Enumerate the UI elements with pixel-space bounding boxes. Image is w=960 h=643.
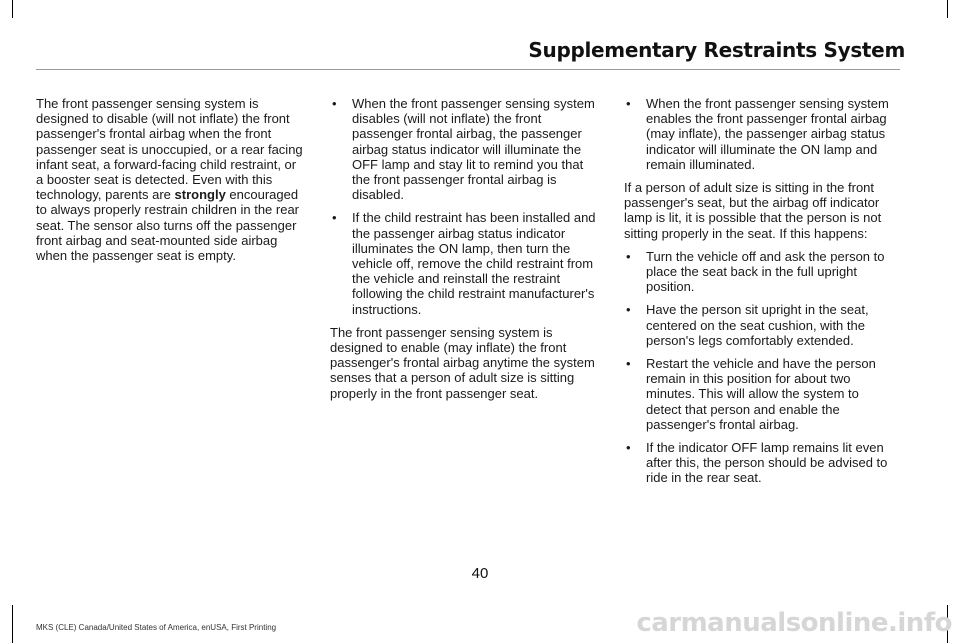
bullet-icon: •	[332, 96, 337, 111]
bullet-list	[624, 249, 896, 486]
list-item: • Have the person sit upright in the seat, centered on the seat cushion, with the person's legs comfortably extended.	[626, 302, 869, 348]
emphasis: strongly	[174, 187, 226, 203]
bullet-icon: •	[626, 248, 631, 264]
list-item: • If the indicator OFF lamp remains lit even after this, the person should be advised to ride in the rear seat.	[626, 440, 888, 486]
bullet-icon: •	[626, 96, 631, 111]
column-1	[36, 96, 306, 271]
list-item: • Turn the vehicle off and ask the person to place the seat back in the full upright position.	[626, 248, 885, 295]
bullet-list	[624, 96, 896, 172]
crop-mark-bottom-left-v	[12, 605, 13, 643]
bullet-icon: •	[626, 356, 631, 372]
crop-mark-top-right-v	[947, 0, 948, 18]
list-item: • Restart the vehicle and have the person remain in this position for about two minutes. This will allow the system to detect that person and enable the passenger's frontal airbag.	[626, 356, 876, 432]
list-item: • When the front passenger sensing system enables the front passenger frontal airbag (may inflate), the passenger airbag status indicator will illuminate the ON lamp and remain illuminated.	[626, 96, 889, 172]
column-3	[624, 96, 896, 494]
bullet-icon: •	[626, 440, 631, 456]
footer-edition: MKS (CLE) Canada/United States of America, enUSA, First Printing	[36, 623, 277, 632]
list-item: • When the front passenger sensing system disables (will not inflate) the front passenger frontal airbag, the passenger airbag status indicator will illuminate the OFF lamp and stay lit to remind you that the front passenger frontal airbag is disabled.	[332, 96, 595, 203]
list-item: • If the child restraint has been installed and the passenger airbag status indicator illuminates the ON lamp, then turn the vehicle off, remove the child restraint from the vehicle and reinstall the restraint following the child restraint manufacturer's instructions.	[332, 210, 596, 317]
page-title: Supplementary Restraints System	[528, 38, 905, 62]
paragraph: If a person of adult size is sitting in the front passenger's seat, but the airbag off indicator lamp is lit, it is possible that the person is not sitting properly in the seat. If this happens:	[624, 180, 882, 241]
header-rule	[36, 69, 900, 70]
bullet-icon: •	[626, 302, 631, 318]
paragraph: The front passenger sensing system is designed to enable (may inflate) the front passenger's frontal airbag anytime the system senses that a person of adult size is sitting properly in the front passenger seat.	[330, 324, 595, 401]
bullet-icon: •	[332, 210, 337, 226]
watermark: carmanualsonline.info	[636, 608, 952, 638]
column-2	[330, 96, 602, 409]
page-number: 40	[471, 565, 489, 582]
crop-mark-top-left-v	[12, 0, 13, 18]
paragraph: The front passenger sensing system is designed to disable (will not inflate) the front passenger's frontal airbag when the front passenger seat is unoccupied, or a rear facing infant seat, a forward-facing child restraint, or a booster seat is detected. Even with this technology, parents are strongly encouraged to always properly restrain children in the rear seat. The sensor also turns off the passenger front airbag and seat-mounted side airbag when the passenger seat is empty.	[36, 96, 303, 264]
bullet-list	[330, 96, 602, 317]
